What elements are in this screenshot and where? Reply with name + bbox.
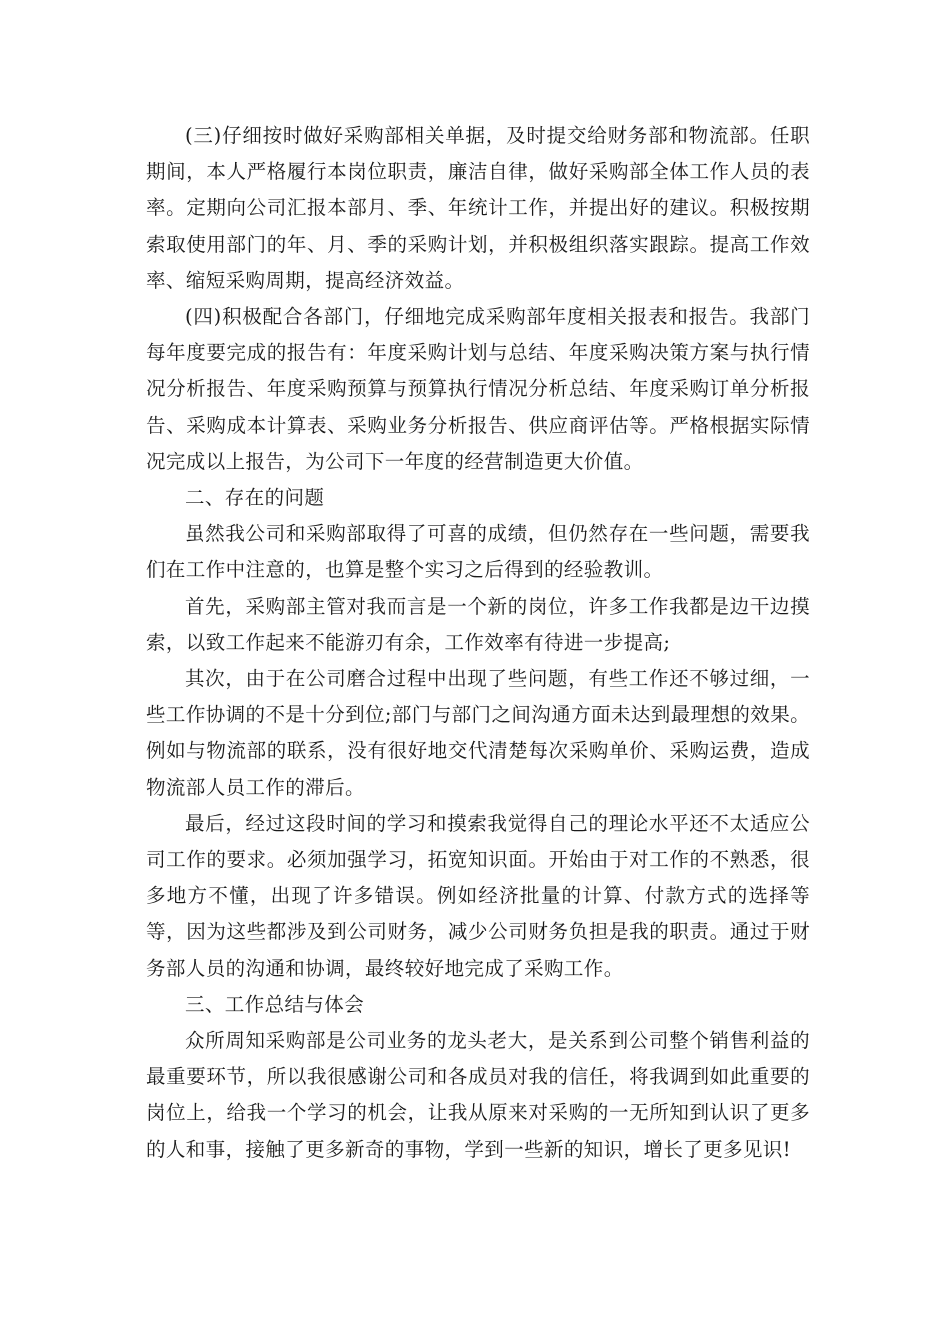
paragraph-first-problem: 首先，采购部主管对我而言是一个新的岗位，许多工作我都是边干边摸索，以致工作起来不能游刃有余，工作效率有待进一步提高; (146, 594, 810, 654)
paragraph-procurement-documents: (三)仔细按时做好采购部相关单据，及时提交给财务部和物流部。任职期间，本人严格履行本岗位职责，廉洁自律，做好采购部全体工作人员的表率。定期向公司汇报本部月、季、年统计工作，并提出好的建议。积极按期索取使用部门的年、月、季的采购计划，并积极组织落实跟踪。提高工作效率、缩短采购周期，提高经济效益。 (146, 124, 810, 292)
paragraph-problems-intro: 虽然我公司和采购部取得了可喜的成绩，但仍然存在一些问题，需要我们在工作中注意的，也算是整个实习之后得到的经验教训。 (146, 522, 810, 582)
section-heading-summary: 三、工作总结与体会 (185, 992, 365, 1016)
paragraph-last-problem: 最后，经过这段时间的学习和摸索我觉得自己的理论水平还不太适应公司工作的要求。必须加强学习，拓宽知识面。开始由于对工作的不熟悉，很多地方不懂，出现了许多错误。例如经济批量的计算、付款方式的选择等等，因为这些都涉及到公司财务，减少公司财务负担是我的职责。通过于财务部人员的沟通和协调，最终较好地完成了采购工作。 (146, 811, 810, 980)
paragraph-annual-reports: (四)积极配合各部门，仔细地完成采购部年度相关报表和报告。我部门每年度要完成的报告有：年度采购计划与总结、年度采购决策方案与执行情况分析报告、年度采购预算与预算执行情况分析总结、年度采购订单分析报告、采购成本计算表、采购业务分析报告、供应商评估等。严格根据实际情况完成以上报告，为公司下一年度的经营制造更大价值。 (146, 305, 810, 473)
document-body (146, 118, 810, 1168)
section-heading-problems: 二、存在的问题 (185, 486, 325, 510)
paragraph-summary: 众所周知采购部是公司业务的龙头老大，是关系到公司整个销售利益的最重要环节，所以我很感谢公司和各成员对我的信任，将我调到如此重要的岗位上，给我一个学习的机会，让我从原来对采购的一无所知到认识了更多的人和事，接触了更多新奇的事物，学到一些新的知识，增长了更多见识! (146, 1029, 810, 1161)
paragraph-second-problem: 其次，由于在公司磨合过程中出现了些问题，有些工作还不够过细，一些工作协调的不是十分到位;部门与部门之间沟通方面未达到最理想的效果。例如与物流部的联系，没有很好地交代清楚每次采购单价、采购运费，造成物流部人员工作的滞后。 (146, 667, 810, 799)
